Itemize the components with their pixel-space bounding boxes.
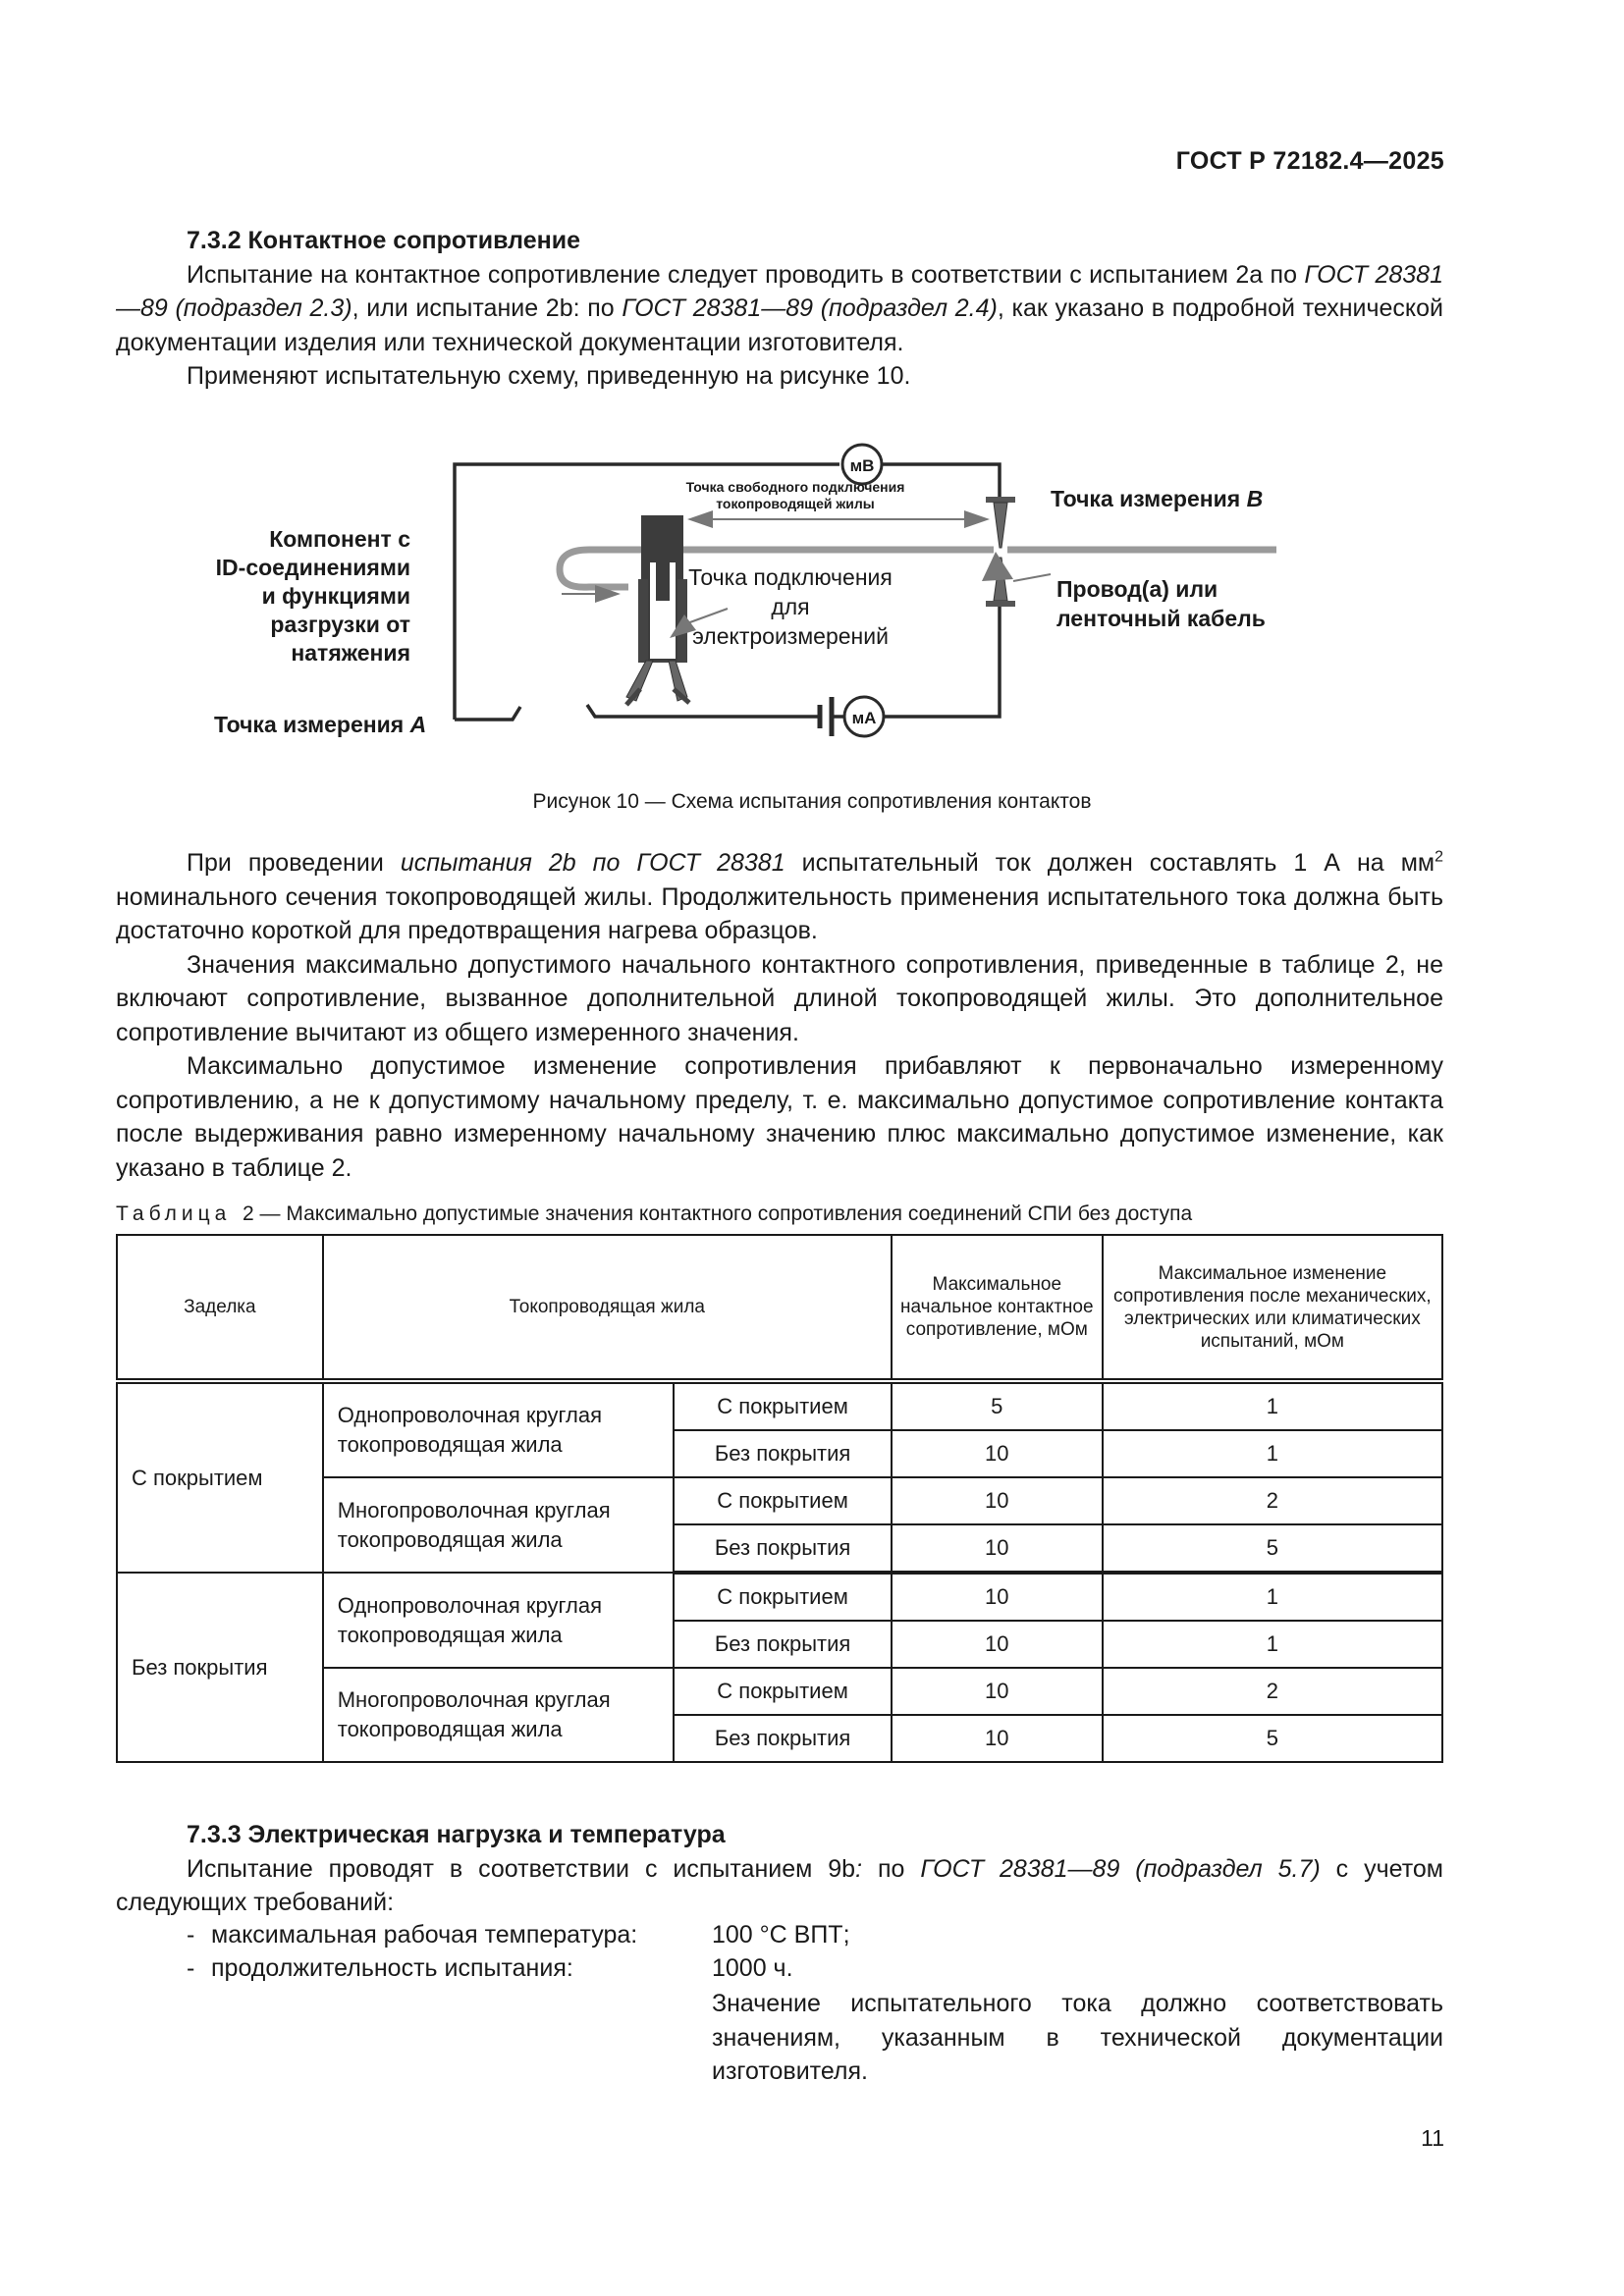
header-conductor: Токопроводящая жила bbox=[323, 1235, 892, 1381]
conductor-type-cell: Многопроволочная круглая токопроводящая жила bbox=[323, 1668, 675, 1762]
max-change-cell: 1 bbox=[1103, 1381, 1442, 1430]
table-number: 2 bbox=[243, 1202, 254, 1225]
wire-label bbox=[1056, 574, 1266, 633]
test-current-note: Значение испытательного тока должно соответствовать значениям, указанным в технической документации изготовителя. bbox=[712, 1990, 1443, 2085]
paragraph bbox=[116, 1852, 1443, 1920]
paragraph bbox=[116, 258, 1443, 360]
table-title bbox=[116, 1202, 1192, 1226]
conductor-type-cell: Однопроволочная круглая токопроводящая жила bbox=[323, 1381, 675, 1477]
requirement-label: продолжительность испытания: bbox=[211, 1954, 573, 1982]
document-standard-id: ГОСТ Р 72182.4—2025 bbox=[1175, 147, 1444, 175]
svg-text:мВ: мВ bbox=[849, 456, 875, 475]
max-initial-cell: 10 bbox=[892, 1668, 1103, 1715]
table-row bbox=[117, 1573, 1442, 1621]
label-line: Компонент с bbox=[269, 526, 410, 552]
label-line: ленточный кабель bbox=[1056, 606, 1266, 631]
section-732 bbox=[116, 224, 1443, 394]
point-letter: B bbox=[1246, 486, 1264, 511]
max-change-cell: 2 bbox=[1103, 1668, 1442, 1715]
label-line: разгрузки от bbox=[270, 612, 410, 637]
list-bullet: - bbox=[187, 1954, 195, 1982]
text: Испытание на контактное сопротивление следует проводить в соответствии с испытанием 2a по bbox=[187, 260, 1305, 289]
max-change-cell: 1 bbox=[1103, 1430, 1442, 1477]
coating-cell: Без покрытия bbox=[674, 1430, 892, 1477]
label-line: и функциями bbox=[261, 583, 410, 609]
header-termination: Заделка bbox=[117, 1235, 323, 1381]
coating-cell: С покрытием bbox=[674, 1477, 892, 1524]
text: номинального сечения токопроводящей жилы. Продолжительность применения испытательного тока должна быть достаточно короткой для предотвращения нагрева образцов. bbox=[116, 882, 1443, 944]
superscript: 2 bbox=[1435, 848, 1443, 866]
termination-cell: С покрытием bbox=[117, 1381, 323, 1573]
table-row bbox=[117, 1381, 1442, 1430]
point-letter: A bbox=[409, 712, 427, 737]
label-line: натяжения bbox=[291, 640, 410, 666]
label-line: Провод(а) или bbox=[1056, 576, 1218, 602]
paragraph bbox=[116, 846, 1443, 948]
text: по bbox=[862, 1854, 921, 1883]
text: Точка измерения bbox=[214, 712, 410, 737]
coating-cell: Без покрытия bbox=[674, 1524, 892, 1573]
table-label: Таблица bbox=[116, 1202, 232, 1225]
coating-cell: С покрытием bbox=[674, 1381, 892, 1430]
requirement-list-item bbox=[187, 1951, 707, 1985]
text: Точка измерения bbox=[1051, 486, 1247, 511]
max-change-cell: 5 bbox=[1103, 1524, 1442, 1573]
max-change-cell: 5 bbox=[1103, 1715, 1442, 1762]
max-change-cell: 1 bbox=[1103, 1621, 1442, 1668]
paragraph: Максимально допустимое изменение сопротивления прибавляют к первоначально измеренному сопротивлению, а не к допустимому начальному пределу, т. е. максимально допустимое сопротивление контакта после выдерживания равно измеренному начальному значению плюс максимально допустимое изменение, как указано в таблице 2. bbox=[116, 1052, 1443, 1182]
label-line: токопроводящей жилы bbox=[716, 496, 875, 511]
label-line: Точка подключения bbox=[688, 564, 893, 590]
figure-10-test-circuit bbox=[196, 432, 1375, 766]
max-change-cell: 1 bbox=[1103, 1573, 1442, 1621]
table-header-row bbox=[117, 1235, 1442, 1381]
conductor-type-cell: Многопроволочная круглая токопроводящая жила bbox=[323, 1477, 675, 1573]
measurement-point-b-label bbox=[1051, 486, 1263, 512]
header-max-initial: Максимальное начальное контактное сопротивление, мОм bbox=[892, 1235, 1103, 1381]
max-initial-cell: 10 bbox=[892, 1477, 1103, 1524]
header-max-change: Максимальное изменение сопротивления после механических, электрических или климатических испытаний, мОм bbox=[1103, 1235, 1442, 1381]
section-733 bbox=[116, 1818, 1443, 1920]
connection-point-label bbox=[643, 562, 938, 651]
standard-reference: ГОСТ 28381—89 (подраздел 2.4) bbox=[622, 294, 998, 322]
text: с учетом следующих требований: bbox=[116, 1854, 1443, 1916]
text: испытательный ток должен составлять 1 А на мм bbox=[785, 849, 1435, 877]
coating-cell: Без покрытия bbox=[674, 1621, 892, 1668]
svg-text:мА: мА bbox=[851, 709, 877, 727]
requirement-list-item bbox=[187, 1918, 707, 1951]
requirement-value: 100 °С ВПТ; bbox=[712, 1921, 850, 1949]
section-heading: 7.3.2 Контактное сопротивление bbox=[187, 227, 580, 254]
conductor-type-cell: Однопроволочная круглая токопроводящая жила bbox=[323, 1573, 675, 1668]
contact-resistance-table bbox=[116, 1234, 1443, 1763]
label-line: Точка свободного подключения bbox=[685, 479, 905, 495]
list-bullet: - bbox=[187, 1921, 195, 1949]
label-line: для bbox=[771, 594, 810, 619]
coating-cell: С покрытием bbox=[674, 1668, 892, 1715]
standard-reference: ГОСТ 28381—89 (подраздел 5.7) bbox=[920, 1854, 1321, 1883]
max-initial-cell: 10 bbox=[892, 1430, 1103, 1477]
requirement-value: 1000 ч. bbox=[712, 1954, 793, 1982]
section-732-continued bbox=[116, 846, 1443, 1185]
text: , как указано в подробной технической документации изделия или технической документации изготовителя. bbox=[116, 294, 1443, 356]
requirement-label: максимальная рабочая температура: bbox=[211, 1921, 638, 1949]
paragraph: Применяют испытательную схему, приведенную на рисунке 10. bbox=[187, 362, 911, 390]
label-line: электроизмерений bbox=[692, 623, 889, 649]
max-initial-cell: 10 bbox=[892, 1715, 1103, 1762]
component-label bbox=[196, 525, 410, 667]
max-initial-cell: 10 bbox=[892, 1621, 1103, 1668]
text: : bbox=[855, 1854, 863, 1883]
page-number: 11 bbox=[1421, 2125, 1444, 2151]
text: , или испытание 2b: по bbox=[352, 294, 623, 322]
max-initial-cell: 10 bbox=[892, 1524, 1103, 1573]
max-initial-cell: 5 bbox=[892, 1381, 1103, 1430]
termination-cell: Без покрытия bbox=[117, 1573, 323, 1762]
coating-cell: Без покрытия bbox=[674, 1715, 892, 1762]
standard-reference: ГОСТ 28381—89 (подраздел 2.3) bbox=[116, 260, 1443, 322]
paragraph: Значения максимально допустимого начального контактного сопротивления, приведенные в таблице 2, не включают сопротивление, вызванное дополнительной длиной токопроводящей жилы. Это дополнительное сопротивление вычитают из общего измеренного значения. bbox=[116, 950, 1443, 1046]
text: При проведении bbox=[187, 849, 401, 877]
table-caption: — Максимально допустимые значения контактного сопротивления соединений СПИ без доступа bbox=[253, 1202, 1193, 1225]
free-connection-label bbox=[658, 479, 933, 512]
coating-cell: С покрытием bbox=[674, 1573, 892, 1621]
standard-reference: испытания 2b по ГОСТ 28381 bbox=[400, 849, 785, 877]
measurement-point-a-label bbox=[214, 712, 426, 738]
text: Испытание проводят в соответствии с испытанием 9b bbox=[187, 1854, 856, 1883]
figure-caption: Рисунок 10 — Схема испытания сопротивления контактов bbox=[532, 790, 1092, 813]
max-initial-cell: 10 bbox=[892, 1573, 1103, 1621]
label-line: ID-соединениями bbox=[215, 555, 410, 580]
section-heading: 7.3.3 Электрическая нагрузка и температура bbox=[187, 1821, 726, 1848]
max-change-cell: 2 bbox=[1103, 1477, 1442, 1524]
